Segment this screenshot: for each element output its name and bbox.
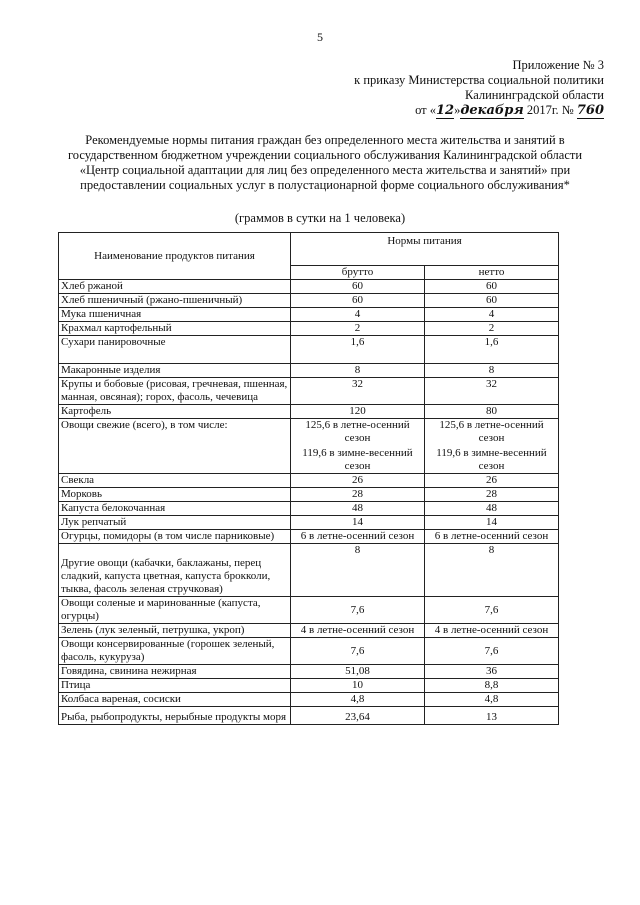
product-name: Картофель	[59, 405, 291, 419]
gross-value: 7,6	[291, 597, 425, 624]
gross-value: 8	[291, 544, 425, 597]
table-row	[59, 638, 559, 665]
net-value: 28	[425, 488, 559, 502]
gross-value: 23,64	[291, 707, 425, 725]
table-row	[59, 474, 559, 488]
table-row	[59, 693, 559, 707]
table-row	[59, 336, 559, 364]
table-row	[59, 679, 559, 693]
gross-value: 6 в летне-осенний сезон	[291, 530, 425, 544]
net-value: 8	[425, 544, 559, 597]
appendix-line-2: к приказу Министерства социальной политики	[354, 73, 604, 87]
net-value: 48	[425, 502, 559, 516]
gross-value: 4	[291, 308, 425, 322]
gross-value: 7,6	[291, 638, 425, 665]
table-row	[59, 280, 559, 294]
table-header-row	[59, 233, 559, 266]
product-name: Овощи свежие (всего), в том числе:	[59, 419, 291, 474]
product-name: Свекла	[59, 474, 291, 488]
net-value: 8,8	[425, 679, 559, 693]
net-value: 4,8	[425, 693, 559, 707]
gross-summer-value: 125,6 в летне-осенний сезон	[305, 419, 410, 444]
appendix-line-1: Приложение № 3	[512, 58, 604, 72]
appendix-line-3: Калининградской области	[465, 88, 604, 102]
gross-value: 48	[291, 502, 425, 516]
order-number: 760	[576, 103, 604, 118]
document-title	[40, 133, 610, 193]
net-value	[425, 419, 559, 474]
gross-value: 4 в летне-осенний сезон	[291, 624, 425, 638]
net-value: 60	[425, 294, 559, 308]
product-name: Сухари панировочные	[59, 336, 291, 364]
gross-value: 8	[291, 364, 425, 378]
net-summer-value: 125,6 в летне-осенний сезон	[439, 419, 544, 444]
title-line-3: «Центр социальной адаптации для лиц без определенного места жительства и занятий» при	[79, 163, 571, 177]
net-value: 1,6	[425, 336, 559, 364]
product-name: Хлеб ржаной	[59, 280, 291, 294]
net-value: 14	[425, 516, 559, 530]
gross-value: 1,6	[291, 336, 425, 364]
gross-value: 26	[291, 474, 425, 488]
net-value: 32	[425, 378, 559, 405]
net-value: 6 в летне-осенний сезон	[425, 530, 559, 544]
table-row	[59, 378, 559, 405]
product-name: Говядина, свинина нежирная	[59, 665, 291, 679]
header-product-name: Наименование продуктов питания	[59, 233, 291, 280]
gross-value: 51,08	[291, 665, 425, 679]
table-row	[59, 624, 559, 638]
product-name: Колбаса вареная, сосиски	[59, 693, 291, 707]
gross-value: 2	[291, 322, 425, 336]
table-row	[59, 308, 559, 322]
product-name: Морковь	[59, 488, 291, 502]
product-name: Овощи соленые и маринованные (капуста, огурцы)	[59, 597, 291, 624]
table-row	[59, 405, 559, 419]
table-row	[59, 707, 559, 725]
table-row	[59, 502, 559, 516]
date-month: декабря	[460, 103, 524, 118]
header-net: нетто	[425, 266, 559, 280]
header-gross: брутто	[291, 266, 425, 280]
gross-value: 4,8	[291, 693, 425, 707]
title-line-2: государственном бюджетном учреждении социального обслуживания Калининградской области	[67, 148, 583, 162]
product-name: Зелень (лук зеленый, петрушка, укроп)	[59, 624, 291, 638]
product-name: Крупы и бобовые (рисовая, гречневая, пшенная, манная, овсяная); горох, фасоль, чечевица	[59, 378, 291, 405]
date-prefix: от «	[415, 103, 436, 117]
table-row	[59, 364, 559, 378]
title-line-4: предоставлении социальных услуг в полустационарной форме социального обслуживания*	[80, 178, 570, 192]
product-name: Овощи консервированные (горошек зеленый, фасоль, кукуруза)	[59, 638, 291, 665]
net-value: 7,6	[425, 638, 559, 665]
net-value: 80	[425, 405, 559, 419]
gross-value: 120	[291, 405, 425, 419]
gross-winter-value: 119,6 в зимне-весенний сезон	[302, 447, 413, 472]
title-line-1: Рекомендуемые нормы питания граждан без определенного места жительства и занятий в	[85, 133, 565, 147]
product-name: Капуста белокочанная	[59, 502, 291, 516]
nutrition-norms-table	[58, 232, 559, 725]
units-caption: (граммов в сутки на 1 человека)	[234, 211, 406, 225]
net-value: 13	[425, 707, 559, 725]
header-norms: Нормы питания	[291, 233, 559, 266]
gross-value: 32	[291, 378, 425, 405]
page-number: 5	[317, 30, 323, 44]
net-value: 4 в летне-осенний сезон	[425, 624, 559, 638]
table-row	[59, 516, 559, 530]
product-name: Мука пшеничная	[59, 308, 291, 322]
gross-value: 10	[291, 679, 425, 693]
table-row	[59, 322, 559, 336]
table-row	[59, 419, 559, 474]
product-name: Лук репчатый	[59, 516, 291, 530]
table-row	[59, 530, 559, 544]
product-name: Огурцы, помидоры (в том числе парниковые)	[59, 530, 291, 544]
gross-value: 14	[291, 516, 425, 530]
table-row	[59, 294, 559, 308]
table-row	[59, 665, 559, 679]
table-row	[59, 597, 559, 624]
gross-value: 60	[291, 294, 425, 308]
date-mid: »	[454, 103, 461, 117]
net-value: 36	[425, 665, 559, 679]
net-winter-value: 119,6 в зимне-весенний сезон	[436, 447, 547, 472]
net-value: 7,6	[425, 597, 559, 624]
product-name: Хлеб пшеничный (ржано-пшеничный)	[59, 294, 291, 308]
net-value: 26	[425, 474, 559, 488]
appendix-block	[354, 58, 604, 118]
product-name: Рыба, рыбопродукты, нерыбные продукты моря	[59, 707, 291, 725]
date-day: 12	[436, 103, 455, 118]
gross-value: 60	[291, 280, 425, 294]
product-name: Другие овощи (кабачки, баклажаны, перец сладкий, капуста цветная, капуста брокколи, тыква, фасоль зеленая стручковая)	[59, 544, 291, 597]
product-name: Крахмал картофельный	[59, 322, 291, 336]
appendix-date	[354, 103, 604, 118]
net-value: 8	[425, 364, 559, 378]
gross-value: 28	[291, 488, 425, 502]
net-value: 60	[425, 280, 559, 294]
net-value: 2	[425, 322, 559, 336]
table-row	[59, 488, 559, 502]
product-name: Макаронные изделия	[59, 364, 291, 378]
product-name: Птица	[59, 679, 291, 693]
table-row	[59, 544, 559, 597]
net-value: 4	[425, 308, 559, 322]
gross-value	[291, 419, 425, 474]
date-year: 2017г. №	[523, 103, 577, 117]
